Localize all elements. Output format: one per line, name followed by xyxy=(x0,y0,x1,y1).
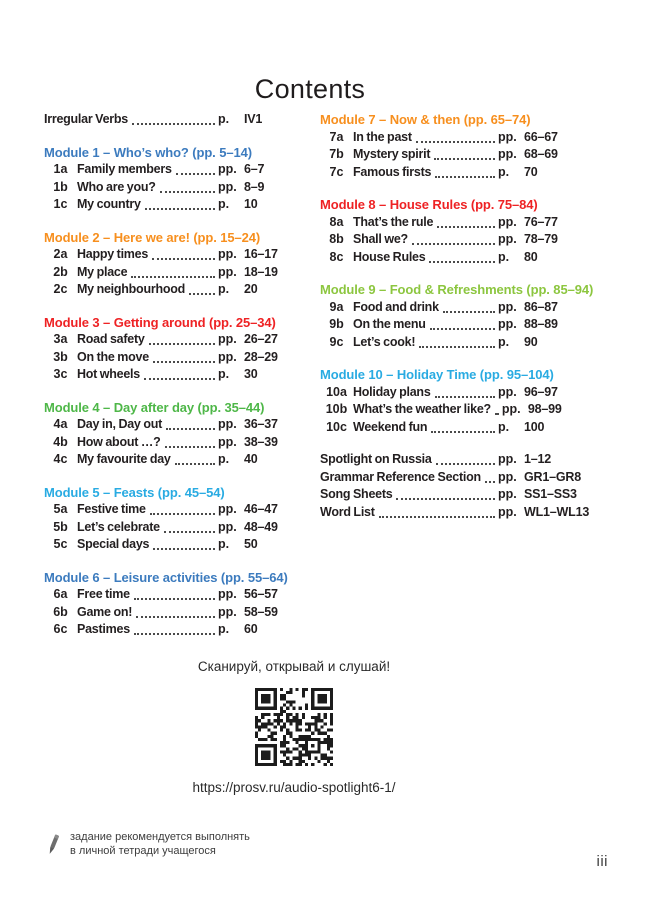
lesson-title: Special days xyxy=(77,537,150,551)
toc-row xyxy=(320,419,586,437)
toc-row xyxy=(320,164,586,182)
module-section xyxy=(44,484,278,554)
page-numbers: 58–59 xyxy=(244,604,278,619)
lesson-title: Let’s celebrate xyxy=(77,519,160,534)
toc-row xyxy=(320,334,586,352)
page-prefix: pp. xyxy=(218,332,237,346)
toc-row xyxy=(44,264,278,282)
dot-leader xyxy=(429,261,495,263)
lesson-number: 6a xyxy=(53,587,68,601)
lesson-number: 7b xyxy=(329,147,344,161)
module-heading: Module 2 – Here we are! (pp. 15–24) xyxy=(44,229,261,245)
lesson-title: Who are you? xyxy=(77,179,156,194)
dot-leader xyxy=(436,463,495,465)
lesson-number: 2c xyxy=(53,282,68,296)
page-prefix: pp. xyxy=(218,502,237,516)
toc-row xyxy=(44,246,278,264)
lesson-title: Game on! xyxy=(77,604,133,619)
pencil-icon xyxy=(44,831,62,859)
toc-row xyxy=(320,504,590,522)
toc-row xyxy=(320,316,586,334)
page-prefix: pp. xyxy=(498,384,517,399)
toc-row xyxy=(44,586,278,604)
toc-row xyxy=(320,384,586,402)
page-prefix: p. xyxy=(218,367,230,381)
toc-row xyxy=(44,536,278,554)
dot-leader xyxy=(150,513,215,515)
toc-row xyxy=(320,249,586,267)
toc-row xyxy=(320,469,586,487)
page-prefix: pp. xyxy=(498,232,517,246)
dot-leader xyxy=(485,481,495,483)
page-numbers: 16–17 xyxy=(244,247,278,261)
dot-leader xyxy=(134,598,215,600)
page-prefix: p. xyxy=(218,452,230,466)
page-prefix: pp. xyxy=(498,452,517,466)
page-prefix: p. xyxy=(218,282,230,296)
module-heading: Module 7 – Now & then (pp. 65–74) xyxy=(320,112,531,127)
dot-leader xyxy=(430,328,495,330)
lesson-number: 10a xyxy=(326,384,347,399)
toc-row xyxy=(320,146,586,164)
toc-row xyxy=(44,451,278,469)
dot-leader xyxy=(495,413,499,415)
page-numbers: 98–99 xyxy=(527,402,562,416)
toc-row xyxy=(44,501,278,519)
lesson-number: 3b xyxy=(53,349,68,364)
page-numbers: 76–77 xyxy=(524,214,558,229)
module-heading: Module 9 – Food & Refreshments (pp. 85–94) xyxy=(320,282,594,297)
module-heading: Module 3 – Getting around (pp. 25–34) xyxy=(44,314,276,330)
lesson-title: Free time xyxy=(77,587,130,601)
dot-leader xyxy=(435,176,495,178)
audio-promo-block xyxy=(0,658,588,796)
dot-leader xyxy=(149,343,215,345)
page-prefix: pp. xyxy=(498,299,517,314)
lesson-number: 6c xyxy=(53,622,68,636)
lesson-number: 10b xyxy=(325,402,348,416)
toc-row xyxy=(44,416,278,434)
page-number: iii xyxy=(596,853,608,870)
lesson-title: My country xyxy=(77,197,141,211)
lesson-number: 4a xyxy=(53,417,68,431)
page-numbers: 80 xyxy=(524,249,538,264)
lesson-number: 5b xyxy=(53,519,68,534)
page-numbers: 56–57 xyxy=(244,587,278,601)
dot-leader xyxy=(136,616,215,618)
dot-leader xyxy=(145,208,215,210)
dot-leader xyxy=(165,446,216,448)
lesson-title: In the past xyxy=(353,129,412,144)
module-section xyxy=(44,144,278,214)
lesson-number: 8b xyxy=(329,232,344,246)
page-numbers: IV1 xyxy=(244,112,263,126)
module-section xyxy=(44,229,278,299)
lesson-title: Word List xyxy=(320,504,375,519)
lesson-number: 2b xyxy=(53,264,68,279)
lesson-title: Spotlight on Russia xyxy=(320,452,432,466)
qr-code-icon xyxy=(255,688,333,766)
page-numbers: 88–89 xyxy=(524,317,558,331)
toc-row xyxy=(44,434,278,452)
module-heading: Module 4 – Day after day (pp. 35–44) xyxy=(44,399,265,415)
lesson-title: Song Sheets xyxy=(320,487,393,501)
lesson-number: 5a xyxy=(53,502,68,516)
page-numbers: 26–27 xyxy=(244,332,278,346)
dot-leader xyxy=(431,431,495,433)
contents-right-column xyxy=(320,111,594,536)
lesson-title: Holiday plans xyxy=(353,384,431,399)
module-heading: Module 1 – Who’s who? (pp. 5–14) xyxy=(44,144,252,160)
page-numbers: 66–67 xyxy=(524,129,558,144)
lesson-title: Festive time xyxy=(77,502,146,516)
dot-leader xyxy=(435,396,495,398)
lesson-number: 6b xyxy=(53,604,68,619)
lesson-number: 1a xyxy=(53,162,68,176)
page-numbers: WL1–WL13 xyxy=(524,504,590,519)
dot-leader xyxy=(153,548,215,550)
dot-leader xyxy=(412,243,495,245)
toc-row xyxy=(44,281,278,299)
toc-row xyxy=(320,129,586,147)
page-numbers: 20 xyxy=(244,282,258,296)
page-prefix: pp. xyxy=(498,504,517,519)
toc-row xyxy=(44,621,278,639)
module-section xyxy=(320,366,586,436)
toc-row xyxy=(44,179,278,197)
page-prefix: p. xyxy=(218,197,230,211)
dot-leader xyxy=(437,226,495,228)
page-prefix: pp. xyxy=(218,179,237,194)
module-heading: Module 6 – Leisure activities (pp. 55–64) xyxy=(44,569,288,585)
lesson-title: Happy times xyxy=(77,247,149,261)
toc-row xyxy=(320,451,586,469)
lesson-title: Pastimes xyxy=(77,622,130,636)
page-prefix: p. xyxy=(498,249,510,264)
page-numbers: 40 xyxy=(244,452,258,466)
page-numbers: 90 xyxy=(524,334,538,349)
toc-row xyxy=(44,604,278,622)
footnote-text xyxy=(70,830,250,858)
module-section xyxy=(44,314,278,384)
lesson-title: Food and drink xyxy=(353,299,439,314)
page-prefix: pp. xyxy=(218,587,237,601)
scan-prompt: Сканируй, открывай и слушай! xyxy=(197,659,391,674)
page-prefix: pp. xyxy=(218,434,237,449)
page-numbers: 36–37 xyxy=(244,417,278,431)
dot-leader xyxy=(434,158,495,160)
dot-leader xyxy=(176,173,215,175)
lesson-title: My place xyxy=(77,264,128,279)
lesson-title: Day in, Day out xyxy=(77,417,163,431)
module-section xyxy=(320,111,586,181)
page-numbers: 18–19 xyxy=(244,264,278,279)
page-prefix: p. xyxy=(498,334,510,349)
page-prefix: pp. xyxy=(501,402,521,416)
lesson-title: Mystery spirit xyxy=(353,147,431,161)
lesson-title: Hot wheels xyxy=(77,367,140,381)
page-prefix: pp. xyxy=(498,317,517,331)
page-prefix: p. xyxy=(498,419,510,434)
page-numbers: 10 xyxy=(244,197,258,211)
page-numbers: 86–87 xyxy=(524,299,558,314)
dot-leader xyxy=(443,311,495,313)
toc-row xyxy=(44,349,278,367)
page-numbers: 46–47 xyxy=(244,502,278,516)
dot-leader xyxy=(379,516,495,518)
module-section xyxy=(320,196,586,266)
page-numbers: 100 xyxy=(524,419,545,434)
lesson-title: Famous firsts xyxy=(353,164,432,179)
page-numbers: 48–49 xyxy=(244,519,278,534)
page-numbers: 6–7 xyxy=(244,162,265,176)
lesson-number: 9c xyxy=(329,334,344,349)
lesson-title: Family members xyxy=(77,162,172,176)
module-heading: Module 5 – Feasts (pp. 45–54) xyxy=(44,484,225,500)
toc-row xyxy=(320,401,586,419)
lesson-title: Weekend fun xyxy=(353,419,428,434)
module-heading: Module 10 – Holiday Time (pp. 95–104) xyxy=(320,367,554,382)
lesson-number: 7c xyxy=(329,164,344,179)
toc-row xyxy=(320,214,586,232)
lesson-title: Irregular Verbs xyxy=(44,112,128,126)
dot-leader xyxy=(131,276,215,278)
lesson-title: That’s the rule xyxy=(353,214,434,229)
lesson-number: 1b xyxy=(53,179,68,194)
page-numbers: 28–29 xyxy=(244,349,278,364)
toc-row xyxy=(320,231,586,249)
toc-group xyxy=(320,451,590,521)
page-prefix: pp. xyxy=(218,519,237,534)
page-prefix: pp. xyxy=(218,264,237,279)
module-heading: Module 8 – House Rules (pp. 75–84) xyxy=(320,197,538,212)
lesson-number: 7a xyxy=(329,129,344,144)
dot-leader xyxy=(175,463,215,465)
page-numbers: 38–39 xyxy=(244,434,278,449)
toc-row xyxy=(44,331,278,349)
page-prefix: p. xyxy=(218,112,230,126)
qr-wrap xyxy=(0,688,588,766)
page-prefix: pp. xyxy=(498,469,517,484)
footnote xyxy=(44,830,250,859)
footnote-line-1: задание рекомендуется выполнять xyxy=(70,831,250,843)
dot-leader xyxy=(134,633,215,635)
lesson-title: House Rules xyxy=(353,249,426,264)
page-prefix: pp. xyxy=(218,349,237,364)
dot-leader xyxy=(152,258,215,260)
lesson-number: 3c xyxy=(53,367,68,381)
toc-row xyxy=(44,161,278,179)
page-numbers: 70 xyxy=(524,164,538,179)
lesson-title: My favourite day xyxy=(77,452,171,466)
page-numbers: 30 xyxy=(244,367,258,381)
dot-leader xyxy=(416,141,495,143)
toc-group xyxy=(44,111,278,129)
page-prefix: pp. xyxy=(218,417,237,431)
page-numbers: 8–9 xyxy=(244,179,265,194)
dot-leader xyxy=(144,378,215,380)
dot-leader xyxy=(166,428,215,430)
toc-row xyxy=(44,519,278,537)
page-prefix: p. xyxy=(498,164,510,179)
dot-leader xyxy=(189,293,215,295)
lesson-title: On the move xyxy=(77,349,149,364)
lesson-title: What’s the weather like? xyxy=(353,402,491,416)
page-numbers: 60 xyxy=(244,622,258,636)
footnote-line-2: в личной тетради учащегося xyxy=(70,845,216,857)
page-prefix: pp. xyxy=(218,247,237,261)
lesson-number: 8a xyxy=(329,214,344,229)
lesson-title: On the menu xyxy=(353,317,426,331)
page-prefix: p. xyxy=(218,537,230,551)
page-prefix: p. xyxy=(218,622,230,636)
page-numbers: 78–79 xyxy=(524,232,558,246)
toc-row xyxy=(320,486,586,504)
lesson-number: 4c xyxy=(53,452,68,466)
dot-leader xyxy=(132,123,215,125)
dot-leader xyxy=(419,346,495,348)
lesson-number: 8c xyxy=(329,249,344,264)
lesson-title: My neighbourhood xyxy=(77,282,185,296)
lesson-title: Shall we? xyxy=(353,232,408,246)
page-numbers: GR1–GR8 xyxy=(524,469,581,484)
contents-left-column xyxy=(44,111,288,654)
toc-row xyxy=(44,111,278,129)
page-numbers: 50 xyxy=(244,537,258,551)
page-prefix: pp. xyxy=(498,214,517,229)
lesson-title: How about …? xyxy=(77,434,161,449)
toc-row xyxy=(320,299,586,317)
page-title: Contents xyxy=(254,74,366,105)
lesson-title: Road safety xyxy=(77,332,145,346)
page-numbers: SS1–SS3 xyxy=(524,487,577,501)
page-prefix: pp. xyxy=(498,487,517,501)
module-section xyxy=(320,281,594,351)
lesson-title: Grammar Reference Section xyxy=(320,469,481,484)
page-prefix: pp. xyxy=(218,604,237,619)
page-numbers: 1–12 xyxy=(524,452,552,466)
toc-row xyxy=(44,196,278,214)
page-numbers: 68–69 xyxy=(524,147,558,161)
lesson-number: 10c xyxy=(326,419,347,434)
page-numbers: 96–97 xyxy=(524,384,558,399)
module-section xyxy=(44,399,278,469)
dot-leader xyxy=(160,191,215,193)
page-prefix: pp. xyxy=(498,147,517,161)
lesson-number: 9b xyxy=(329,317,344,331)
dot-leader xyxy=(153,361,215,363)
lesson-number: 4b xyxy=(53,434,68,449)
toc-row xyxy=(44,366,278,384)
lesson-number: 1c xyxy=(53,197,68,211)
module-section xyxy=(44,569,288,639)
lesson-number: 3a xyxy=(53,332,68,346)
dot-leader xyxy=(396,498,495,500)
lesson-number: 2a xyxy=(53,247,68,261)
page-prefix: pp. xyxy=(218,162,237,176)
page-prefix: pp. xyxy=(498,129,517,144)
lesson-number: 5c xyxy=(53,537,68,551)
audio-url: https://prosv.ru/audio-spotlight6-1/ xyxy=(192,780,396,795)
lesson-number: 9a xyxy=(329,299,344,314)
dot-leader xyxy=(164,531,215,533)
lesson-title: Let’s cook! xyxy=(353,334,416,349)
